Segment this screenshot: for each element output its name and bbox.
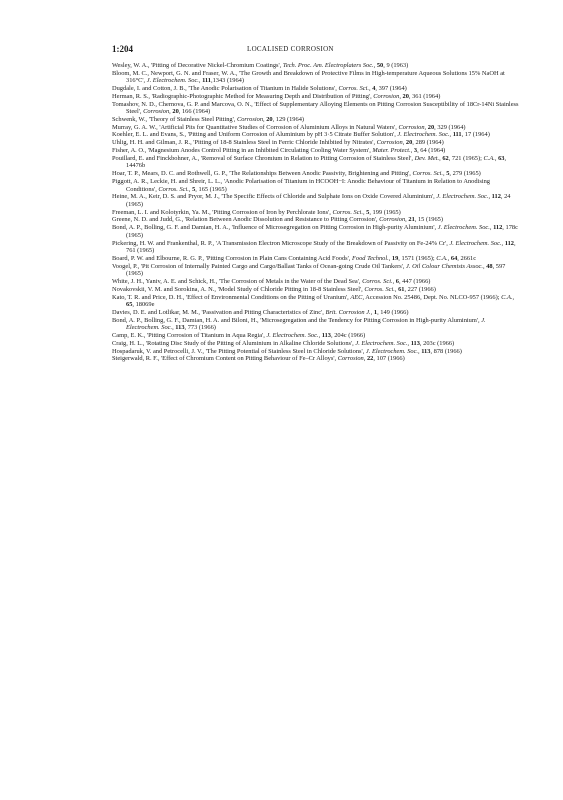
reference-pages-year: , 773 (1966) [184,324,216,332]
volume-number: 1 [373,309,378,316]
journal-name: Corros. Sci. [332,208,363,216]
volume-number: 3 [413,146,418,154]
reference-text: Greene, N. D. and Judd, G., 'Relation Between Anodic Dissolution and Resistance to Pitting Corrosion', [112,216,380,224]
volume-number: 22 [366,355,374,363]
reference-pages-year: , 279 (1965) [449,170,481,178]
volume-number: 5 [192,185,196,193]
journal-name: C.A. [501,293,513,301]
reference-pages-year: , 149 (1966) [377,309,409,316]
reference-text: Hoar, T. P., Mears, D. C. and Rothwell, G. P., 'The Relationships Between Anodic Passivity, Brightening and Pitting', [112,170,413,178]
reference-text: Craig, H. L., 'Rotating Disc Study of the Pitting of Aluminium in Alkaline Chloride Solutions', [112,339,356,347]
reference-entry [112,216,520,224]
reference-text: Piggott, A. R., Leckie, H. and Shreir, L. L., 'Anodic Polarisation of Titanium in HCOOH−I: Anodic Behaviour of Titanium in Relation to Anodising Conditions', [112,177,490,193]
reference-separator: , [363,355,367,363]
volume-number: 63 [498,154,505,162]
reference-entry [112,93,520,101]
reference-pages-year: , 17 (1964) [461,131,490,139]
reference-pages-year: , 64 (1964) [417,146,446,154]
reference-entry [112,309,520,317]
reference-text: Freeman, L. I. and Kolotyrkin, Ya. M., 'Pitting Corrosion of Iron by Perchlorate Ions', [112,208,333,216]
reference-separator: , [447,254,451,262]
reference-pages-year: , 15 (1965) [414,216,443,224]
reference-separator: , [373,62,377,69]
reference-pages-year: , 361 (1964) [408,92,441,100]
reference-separator: , [512,293,515,301]
volume-number: 112 [504,239,514,247]
reference-separator: , [318,332,322,340]
reference-separator: , [399,92,403,100]
volume-number: 111 [202,77,211,85]
reference-text: Fisher, A. O., 'Magnesium Anodes Control Pitting in an Inhibited Circulating Cooling Water System', [112,146,373,154]
journal-name: Corrosion [143,108,170,116]
volume-number: 112 [493,224,503,232]
reference-entry [112,317,520,332]
volume-number: 5 [366,208,370,216]
volume-number: 20 [172,108,179,116]
reference-pages-year: , 24 (1965) [126,193,511,208]
reference-separator: , [172,324,176,332]
journal-name: C.A. [436,254,448,262]
journal-name: Corrosion [398,123,425,131]
volume-number: 19 [391,254,399,262]
reference-entry [112,62,520,70]
reference-separator: , [449,131,453,139]
reference-separator: , [489,224,494,232]
volume-number: 50 [376,62,384,69]
reference-text: Bloom, M. C., Newport, G. N. and Fraser, W. A., 'The Growth and Breakdown of Protective Films in High-temperature Aqueous Solutions 15% NaOH at 316°C', [112,69,505,85]
journal-name: J. Electrochem. Soc. [449,239,502,247]
journal-name: J. Electrochem. Soc. [146,77,199,85]
page-number: 1:204 [112,44,133,54]
journal-name: Corrosion [379,216,406,224]
reference-entry [112,101,520,116]
journal-name: Brit. Corrosion J. [325,309,371,316]
volume-number: 112 [491,193,501,201]
reference-entry [112,131,520,139]
journal-name: Corros. Sci. [338,85,369,93]
journal-name: J. Electrochem. Soc. [355,339,408,347]
reference-text: Heine, M. A., Keir, D. S. and Pryor, M. J., 'The Specific Effects of Chloride and Sulphate Ions on Oxide Covered Aluminium', [112,193,437,201]
reference-separator: , [188,185,193,193]
reference-text: Wesley, W. A., 'Pitting of Decorative Nickel-Chromium Coatings', [112,62,283,69]
reference-separator: , [488,193,492,201]
reference-entry [112,340,520,348]
reference-entry [112,147,520,155]
reference-pages-year: , 289 (1964) [412,139,444,147]
reference-text: Camp, E. K., 'Pitting Corrosion of Titanium in Aqua Regia', [112,332,267,340]
journal-name: J. Electrochem. Soc. [365,347,419,355]
reference-text: Murray, G. A. W., 'Artificial Pits for Quantitative Studies of Corrosion of Aluminium Alloys in Natural Waters', [112,123,399,131]
reference-separator: , [439,154,443,162]
reference-entry [112,155,520,170]
reference-entry [112,116,520,124]
reference-text: Schwenk, W., 'Theory of Stainless Steel Pitting', [112,116,237,124]
journal-name: C.A. [483,154,495,162]
reference-separator: , [494,154,499,162]
reference-entry [112,278,520,286]
reference-separator: , [370,309,374,316]
volume-number: 21 [408,216,415,224]
reference-entry [112,263,520,278]
reference-text: Voogel, P., 'Pit Corrosion of Internally Painted Cargo and Cargo/Ballast Tanks of Ocean-going Crude Oil Tankers', [112,262,407,270]
volume-number: 20 [427,123,435,131]
reference-pages-year: , 329 (1964) [434,123,466,131]
reference-separator: , [392,278,396,286]
reference-text: Herman, R. S., 'Radiographic-Photographic Method for Measuring Depth and Distribution of Pitting', [112,92,374,100]
reference-separator: , [402,139,406,147]
journal-name: Corros. Sci. [364,285,395,293]
journal-name: Corros. Sci. [412,170,443,178]
reference-pages-year: , 227 (1966) [404,285,436,293]
volume-number: 20 [405,139,413,147]
reference-entry [112,224,520,239]
volume-number: 48 [486,262,493,270]
journal-name: Corrosion [373,92,400,100]
reference-text: Kato, T. R. and Price, D. H., 'Effect of Environmental Conditions on the Pitting of Uranium', [112,293,351,301]
reference-pages-year: , 597 (1965) [126,262,506,278]
reference-pages-year: ,1343 (1964) [210,77,244,85]
journal-name: J. Electrochem. Soc. [436,193,489,201]
journal-name: J. Electrochem. Soc. [437,224,490,232]
reference-entry [112,255,520,263]
reference-text: Steigerwald, R. F., 'Effect of Chromium Content on Pitting Behaviour of Fe–Cr Alloys', [112,355,338,363]
reference-entry [112,294,520,309]
reference-separator: , Accession No. 25486, Dept. No. NLCO-957 (1966); [362,293,502,301]
journal-name: Mater. Protect. [372,146,411,154]
reference-pages-year: , 14476b [126,154,507,170]
journal-name: Corros. Sci. [158,185,189,193]
volume-number: 20 [402,92,409,100]
journal-name: J. Electrochem. Soc. [266,332,319,340]
volume-number: 65 [126,301,133,309]
reference-separator: , [482,262,487,270]
journal-name: Corrosion [236,116,264,124]
reference-separator: , [442,170,447,178]
volume-number: 113 [421,347,431,355]
journal-name: Tech. Proc. Am. Electroplaters Soc. [282,62,374,69]
running-title: LOCALISED CORROSION [247,45,334,53]
reference-list [112,62,520,363]
reference-separator: , [362,208,367,216]
volume-number: 5 [446,170,450,178]
reference-text: Tomashov, N. D., Chernova, G. P. and Marcova, O. N., 'Effect of Supplementary Alloying Elements on Pitting Corrosion Susceptibility of 18Cr-14Ni Stainless Steel', [112,100,519,116]
reference-separator: , [388,254,392,262]
reference-text: Novakovskii, V. M. and Sorokina, A. N., 'Model Study of Chloride Pitting in 18-8 Stainless Steel', [112,285,365,293]
reference-separator: , [405,216,409,224]
reference-separator: , [394,285,399,293]
reference-pages-year: , 129 (1964) [272,116,305,124]
journal-name: Corros. Sci. [362,278,393,286]
volume-number: 62 [442,154,449,162]
reference-pages-year: , 761 (1965) [126,239,516,255]
reference-pages-year: , 721 (1965); [448,154,484,162]
reference-entry [112,124,520,132]
journal-name: J. Electrochem. Soc. [126,316,486,332]
reference-entry [112,286,520,294]
reference-text: Davies, D. E. and Lotlikar, M. M., 'Passivation and Pitting Characteristics of Zinc', [112,309,326,316]
journal-name: Food Technol. [352,254,389,262]
reference-text: Bond, A. P., Bolling, G. F., Damian, H. A. and Biloni, H., 'Microsegregation and the Tendency for Pitting Corrosion in High-purity Aluminium', [112,316,482,324]
reference-separator: , [501,239,505,247]
reference-text: Koehler, E. L. and Evans, S., 'Pitting and Uniform Corrosion of Aluminium by pH 3·5 Citrate Buffer Solution', [112,131,398,139]
journal-name: Corrosion [337,355,364,363]
reference-text: Pouillard, E. and Finckbohner, A., 'Removal of Surface Chromium in Relation to Pitting Corrosion of Stainless Steel', [112,154,415,162]
reference-pages-year: , 18069e [132,301,155,309]
reference-entry [112,178,520,193]
reference-pages-year: , 397 (1964) [375,85,407,93]
reference-separator: , [169,108,173,116]
reference-separator: , [198,77,203,85]
reference-separator: , [410,146,414,154]
volume-number: 20 [266,116,273,124]
reference-text: Bond, A. P., Bolling, G. F. and Damian, H. A., 'Influence of Microsegregation on Pitting Corrosion in High-purity Aluminium', [112,224,438,232]
reference-separator: , [368,85,373,93]
reference-entry [112,240,520,255]
reference-text: Dugdale, I. and Cotton, J. B., 'The Anodic Polarisation of Titanium in Halide Solutions', [112,85,339,93]
volume-number: 6 [395,278,399,286]
journal-name: Dev. Met. [414,154,440,162]
reference-entry [112,209,520,217]
reference-text: Hospadaruk, V. and Petrocelli, J. V., 'The Pitting Potential of Stainless Steel in Chloride Solutions', [112,347,366,355]
volume-number: 113 [410,339,420,347]
reference-text: Uhlig, H. H. and Gilman, J. R., 'Pitting of 18-8 Stainless Steel in Ferric Chloride Inhibited by Nitrates', [112,139,377,147]
reference-separator: , [407,339,411,347]
journal-name: AEC [350,293,363,301]
reference-separator: , [424,123,428,131]
reference-pages-year: , 204c (1966) [331,332,366,340]
reference-entry [112,85,520,93]
reference-text: Pickering, H. W. and Frankenthal, R. P., 'A Transmission Electron Microscope Study of the Breakdown of Passivity on Fe-24% Cr', [112,239,450,247]
reference-entry [112,139,520,147]
journal-name: J. Oil Colour Chemists Assoc. [406,262,483,270]
volume-number: 61 [398,285,405,293]
journal-name: Corrosion [376,139,403,147]
reference-entry [112,355,520,363]
reference-entry [112,170,520,178]
reference-pages-year: , 165 (1965) [195,185,227,193]
volume-number: 4 [372,85,376,93]
reference-pages-year: , 166 (1964) [178,108,211,116]
reference-entry [112,193,520,208]
volume-number: 64 [450,254,458,262]
volume-number: 111 [452,131,462,139]
reference-pages-year: , 1571 (1965); [398,254,437,262]
reference-separator: , [418,347,422,355]
reference-text: White, J. H., Yaniv, A. E. and Schick, H., 'The Corrosion of Metals in the Water of the Dead Sea', [112,278,363,286]
journal-name: J. Electrochem. Soc. [397,131,450,139]
reference-entry [112,348,520,356]
reference-pages-year: , 9 (1963) [383,62,409,69]
reference-pages-year: , 447 (1966) [398,278,431,286]
reference-text: Board, P. W. and Elbourne, R. G. P., 'Pitting Corrosion in Plain Cans Containing Acid Foods', [112,254,353,262]
reference-pages-year: , 2661c [457,254,477,262]
reference-entry [112,332,520,340]
reference-pages-year: , 203c (1966) [419,339,455,347]
reference-pages-year: , 178c (1965) [126,224,518,239]
reference-separator: , [263,116,267,124]
reference-pages-year: , 107 (1966) [373,355,405,363]
reference-entry [112,70,520,85]
reference-pages-year: , 199 (1965) [369,208,401,216]
volume-number: 113 [175,324,185,332]
reference-pages-year: , 878 (1966) [430,347,462,355]
volume-number: 113 [321,332,331,340]
